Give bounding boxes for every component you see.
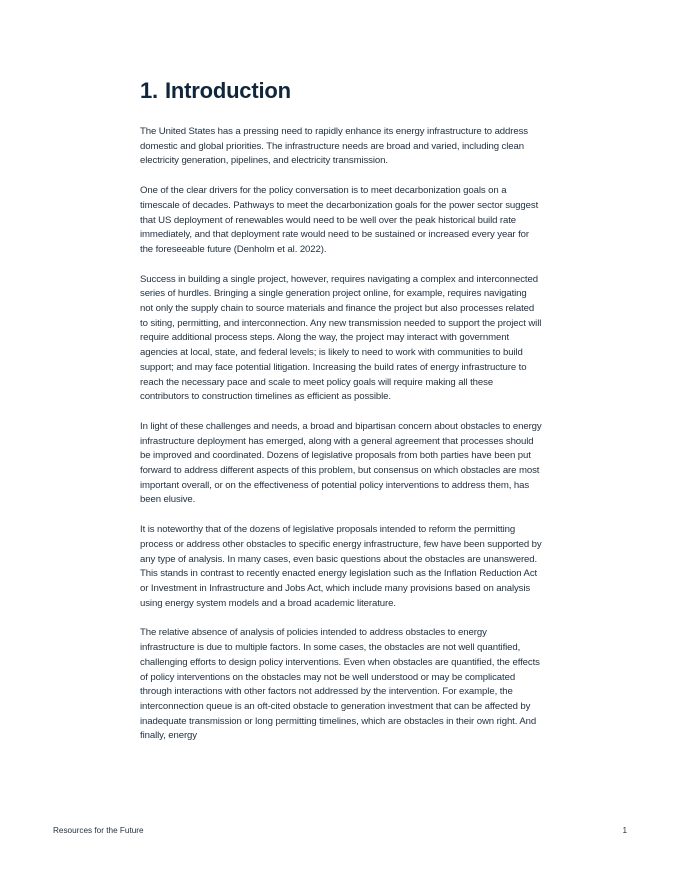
paragraph: It is noteworthy that of the dozens of legislative proposals intended to reform the permitting process or address other obstacles to specific energy infrastructure, few have been supported by any type of analysis. In many cases, even basic questions about the obstacles are unanswered. This stands in contrast to recently enacted energy legislation such as the Inflation Reduction Act or Investment in Infrastructure and Jobs Act, which include many provisions based on analysis using energy system models and a broad academic literature. <box>140 524 542 609</box>
footer-page-number: 1 <box>622 826 627 835</box>
paragraph: In light of these challenges and needs, a broad and bipartisan concern about obstacles to energy infrastructure deployment has emerged, along with a general agreement that processes should be improved and coordinated. Dozens of legislative proposals from both parties have been put forward to address different aspects of this problem, but consensus on which obstacles are most important overall, or on the effectiveness of potential policy interventions to address them, has been elusive. <box>140 420 542 506</box>
paragraph: The relative absence of analysis of policies intended to address obstacles to energy infrastructure is due to multiple factors. In some cases, the obstacles are not well quantified, challenging efforts to design policy interventions. Even when obstacles are quantified, the effects of policy interventions on the obstacles may not be well understood or may be complicated through interactions with other factors not addressed by the intervention. For example, the interconnection queue is an oft-cited obstacle to generation investment that can be affected by inadequate transmission or long permitting timelines, which are obstacles in their own right. And finally, energy <box>140 627 540 742</box>
section-heading <box>140 76 542 106</box>
section-title: Introduction <box>164 78 291 103</box>
section-number: 1. <box>140 78 158 103</box>
footer-publisher: Resources for the Future <box>53 826 144 835</box>
paragraph: Success in building a single project, however, requires navigating a complex and interconnected series of hurdles. Bringing a single generation project online, for example, requires navigating not only the supply chain to source materials and finance the project but also processes related to siting, permitting, and interconnection. Any new transmission needed to support the project will require additional process steps. Along the way, the project may interact with government agencies at local, state, and federal levels; is likely to need to work with communities to build support; and may face potential litigation. Increasing the build rates of energy infrastructure to reach the necessary pace and scale to meet policy goals will require making all these contributors to construction timelines as efficient as possible. <box>140 273 542 403</box>
paragraph: The United States has a pressing need to rapidly enhance its energy infrastructure to address domestic and global priorities. The infrastructure needs are broad and varied, including clean electricity generation, pipelines, and electricity transmission. <box>140 126 529 167</box>
paragraph: One of the clear drivers for the policy conversation is to meet decarbonization goals on a timescale of decades. Pathways to meet the decarbonization goals for the power sector suggest that US deployment of renewables would need to be well over the peak historical build rate immediately, and that deployment rate would need to be sustained or increased every year for the foreseeable future (Denholm et al. 2022). <box>140 185 539 255</box>
page-content <box>140 76 542 759</box>
